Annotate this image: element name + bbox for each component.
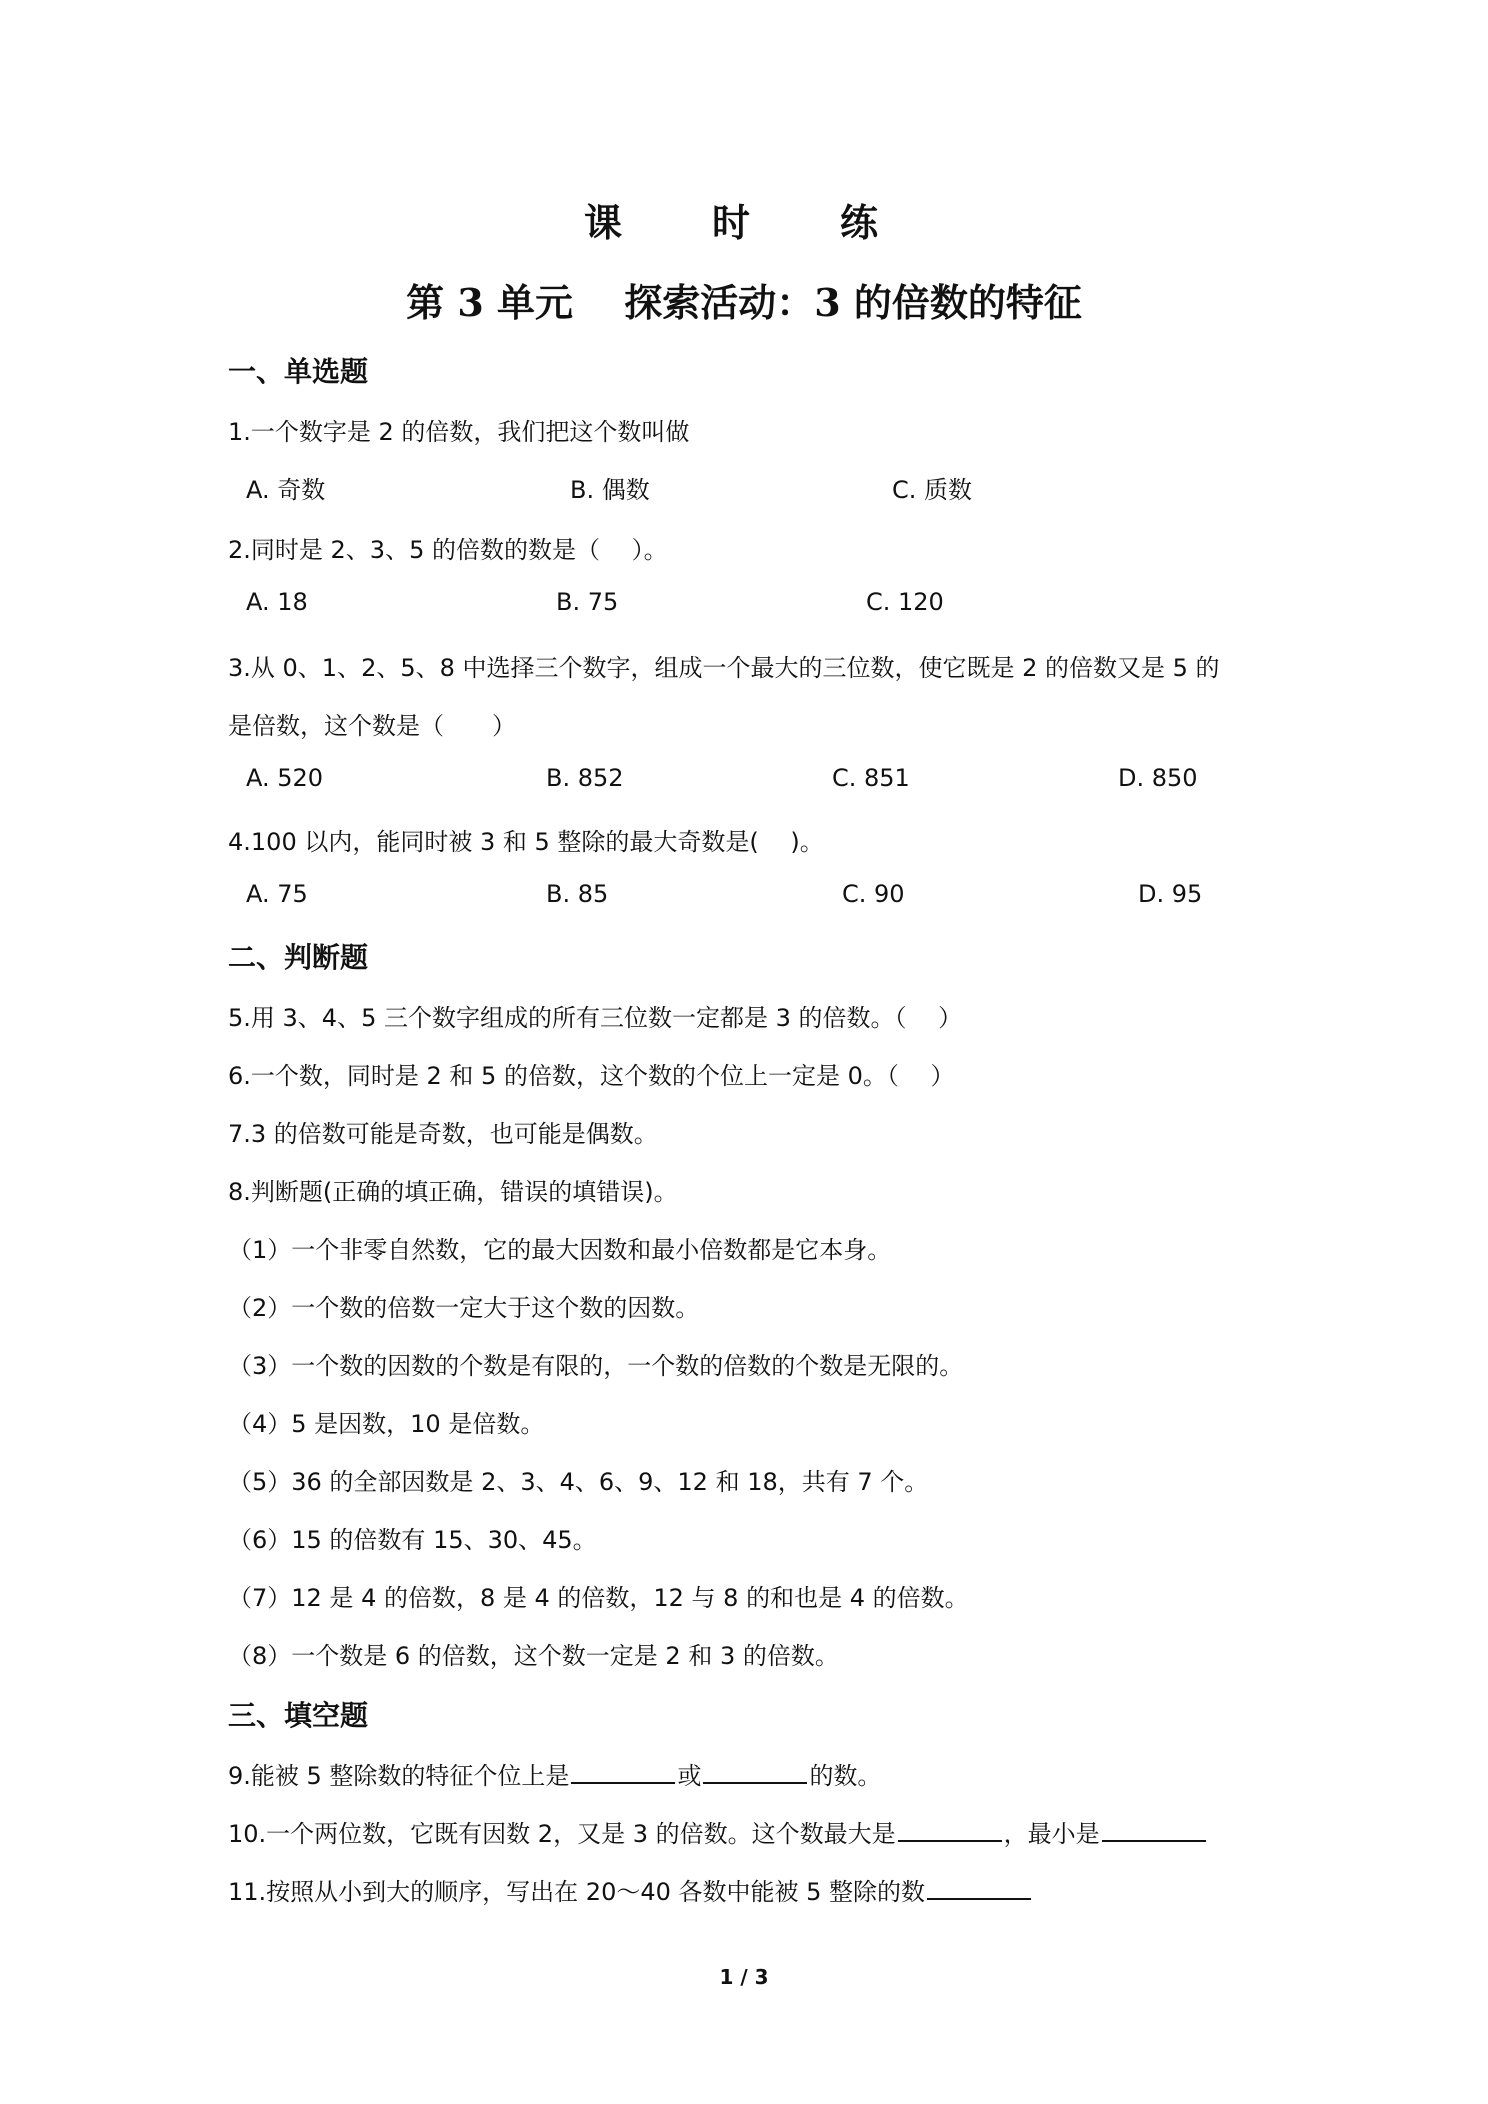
answer-blank[interactable] (898, 1816, 1002, 1842)
option-4d: D. 95 (1138, 880, 1203, 908)
question-8-item: （4）5 是因数，10 是倍数。 (228, 1410, 545, 1438)
option-4c: C. 90 (842, 880, 905, 908)
document-title: 课 时 练 (583, 200, 904, 245)
question-10 (228, 1814, 1208, 1849)
question-6: 6.一个数，同时是 2 和 5 的倍数，这个数的个位上一定是 0。（ ） (228, 1062, 955, 1090)
question-9-text-1: 9.能被 5 整除数的特征个位上是 (228, 1762, 570, 1790)
option-1c: C. 质数 (892, 476, 973, 504)
question-3-line-1: 3.从 0、1、2、5、8 中选择三个数字，组成一个最大的三位数，使它既是 2 的倍数又是 5 的 (228, 654, 1220, 682)
question-9-text-2: 或 (677, 1762, 702, 1790)
option-4b: B. 85 (546, 880, 609, 908)
unit-title: 第 3 单元 探索活动：3 的倍数的特征 (406, 280, 1082, 325)
question-4: 4.100 以内，能同时被 3 和 5 整除的最大奇数是( )。 (228, 828, 824, 856)
question-8-item: （2）一个数的倍数一定大于这个数的因数。 (228, 1294, 700, 1322)
question-1: 1.一个数字是 2 的倍数，我们把这个数叫做 (228, 418, 690, 446)
question-11 (228, 1872, 1033, 1907)
page-number: 1 / 3 (719, 1965, 769, 1989)
option-2c: C. 120 (866, 588, 944, 616)
section-heading-single-choice: 一、单选题 (228, 355, 369, 388)
question-8-item: （5）36 的全部因数是 2、3、4、6、9、12 和 18，共有 7 个。 (228, 1468, 929, 1496)
question-9 (228, 1756, 881, 1791)
answer-blank[interactable] (927, 1874, 1031, 1900)
answer-blank[interactable] (571, 1758, 675, 1784)
question-7: 7.3 的倍数可能是奇数，也可能是偶数。 (228, 1120, 658, 1148)
answer-blank[interactable] (703, 1758, 807, 1784)
option-3a: A. 520 (246, 764, 324, 792)
question-3-line-2: 是倍数，这个数是（ ） (228, 712, 516, 740)
question-10-text-1: 10.一个两位数，它既有因数 2，又是 3 的倍数。这个数最大是 (228, 1820, 896, 1848)
question-8-item: （6）15 的倍数有 15、30、45。 (228, 1526, 597, 1554)
option-3d: D. 850 (1118, 764, 1198, 792)
question-2: 2.同时是 2、3、5 的倍数的数是（ ）。 (228, 536, 668, 564)
option-3c: C. 851 (832, 764, 910, 792)
option-1b: B. 偶数 (570, 476, 650, 504)
question-11-text-1: 11.按照从小到大的顺序，写出在 20～40 各数中能被 5 整除的数 (228, 1878, 926, 1906)
question-5: 5.用 3、4、5 三个数字组成的所有三位数一定都是 3 的倍数。（ ） (228, 1004, 963, 1032)
question-10-text-2: ，最小是 (1003, 1820, 1100, 1848)
section-heading-true-false: 二、判断题 (228, 941, 369, 974)
question-8: 8.判断题(正确的填正确，错误的填错误)。 (228, 1178, 678, 1206)
option-2a: A. 18 (246, 588, 308, 616)
question-9-text-3: 的数。 (809, 1762, 882, 1790)
answer-blank[interactable] (1102, 1816, 1206, 1842)
question-8-item: （3）一个数的因数的个数是有限的，一个数的倍数的个数是无限的。 (228, 1352, 964, 1380)
option-3b: B. 852 (546, 764, 624, 792)
option-1a: A. 奇数 (246, 476, 326, 504)
question-8-item: （8）一个数是 6 的倍数，这个数一定是 2 和 3 的倍数。 (228, 1642, 839, 1670)
section-heading-fill-in: 三、填空题 (228, 1699, 369, 1732)
question-8-item: （7）12 是 4 的倍数，8 是 4 的倍数，12 与 8 的和也是 4 的倍数。 (228, 1584, 969, 1612)
option-4a: A. 75 (246, 880, 308, 908)
question-8-item: （1）一个非零自然数，它的最大因数和最小倍数都是它本身。 (228, 1236, 892, 1264)
option-2b: B. 75 (556, 588, 619, 616)
